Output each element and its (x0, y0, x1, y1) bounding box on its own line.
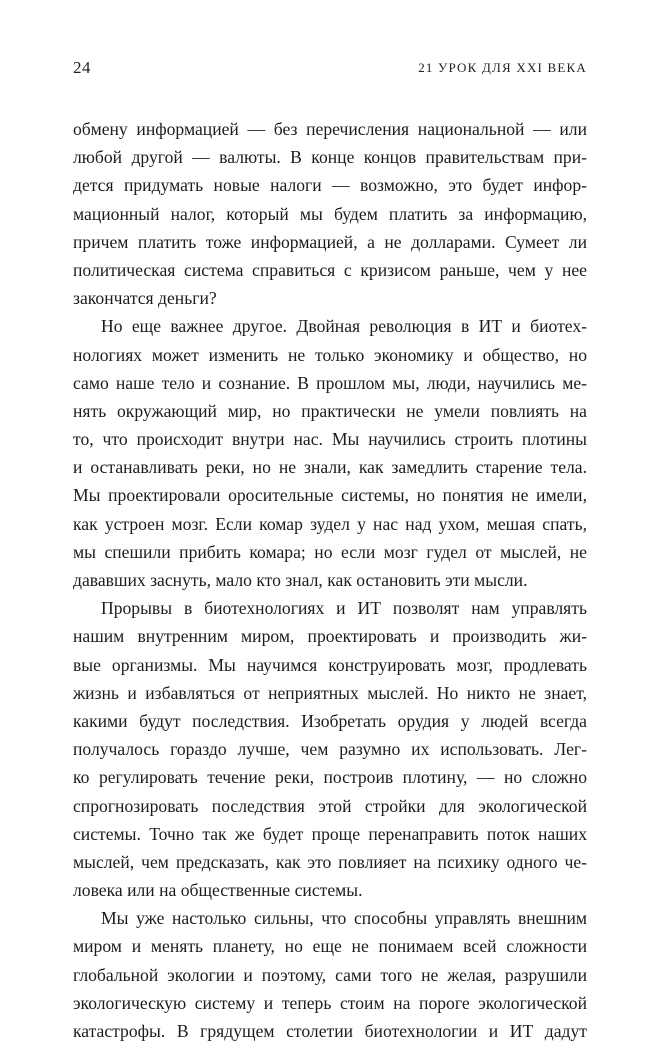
text-line: любой другой — валюты. В конце концов правительствам при- (73, 147, 587, 168)
text-line: Мы уже настолько сильны, что способны управлять внешним (101, 908, 587, 929)
paragraph-1 (73, 115, 587, 312)
text-line: ловека или на общественные системы. (73, 880, 363, 901)
text-line: какими будут последствия. Изобретать орудия у людей всегда (73, 710, 587, 731)
text-line: причем платить тоже информацией, а не долларами. Сумеет ли (73, 231, 587, 252)
text-line: глобальной экологии и поэтому, сами того не желая, разрушили (73, 964, 587, 985)
text-line: мы спешили прибить комара; но если мозг гудел от мыслей, не (73, 541, 587, 562)
page-header (73, 58, 587, 82)
text-line: мационный налог, который мы будем платить за информацию, (73, 203, 587, 224)
text-line: экологическую систему и теперь стоим на пороге экологической (73, 992, 587, 1013)
text-line: дется придумать новые налоги — возможно, это будет инфор- (73, 175, 587, 196)
text-line: ко регулировать течение реки, построив плотину, — но сложно (73, 767, 587, 788)
text-line: дававших заснуть, мало кто знал, как остановить эти мысли. (73, 570, 528, 590)
text-line: нять окружающий мир, но практически не умели повлиять на (73, 400, 587, 421)
text-line: вые организмы. Мы научимся конструировать мозг, продлевать (73, 654, 587, 675)
text-line: политическая система справиться с кризисом раньше, чем у нее (73, 259, 587, 280)
text-line: обмену информацией — без перечисления национальной — или (73, 119, 587, 139)
text-line: нологиях может изменить не только экономику и общество, но (73, 344, 587, 365)
text-line: жизнь и избавляться от неприятных мыслей. Но никто не знает, (73, 682, 587, 703)
text-line: само наше тело и сознание. В прошлом мы, люди, научились ме- (73, 372, 587, 393)
text-line: мыслей, чем предсказать, как это повлияет на психику одного че- (73, 851, 587, 872)
text-line: Мы проектировали оросительные системы, но понятия не имели, (73, 485, 587, 506)
text-line: то, что происходит внутри нас. Мы научились строить плотины (73, 429, 587, 450)
text-line: катастрофы. В грядущем столетии биотехнологии и ИТ дадут (73, 1021, 587, 1041)
text-line: системы. Точно так же будет проще перенаправить поток наших (73, 823, 587, 844)
text-line: и останавливать реки, но не знали, как замедлить старение тела. (73, 457, 587, 478)
paragraph-2 (73, 312, 587, 594)
text-line: как устроен мозг. Если комар зудел у нас над ухом, мешая спать, (73, 513, 587, 534)
page-number: 24 (73, 58, 91, 77)
body-text (73, 115, 587, 1045)
text-line: получалось гораздо лучше, чем разумно их использовать. Лег- (73, 739, 587, 760)
text-line: миром и менять планету, но еще не понимаем всей сложности (73, 936, 587, 957)
paragraph-4 (73, 904, 587, 1045)
text-line: спрогнозировать последствия этой стройки для экологической (73, 795, 587, 816)
paragraph-3 (73, 594, 587, 904)
text-line: Прорывы в биотехнологиях и ИТ позволят нам управлять (101, 598, 587, 619)
text-line: нашим внутренним миром, проектировать и производить жи- (73, 626, 587, 647)
text-line: Но еще важнее другое. Двойная революция в ИТ и биотех- (101, 316, 587, 337)
running-title: 21 УРОК ДЛЯ XXI ВЕКА (418, 60, 587, 75)
text-line: закончатся деньги? (73, 288, 217, 309)
